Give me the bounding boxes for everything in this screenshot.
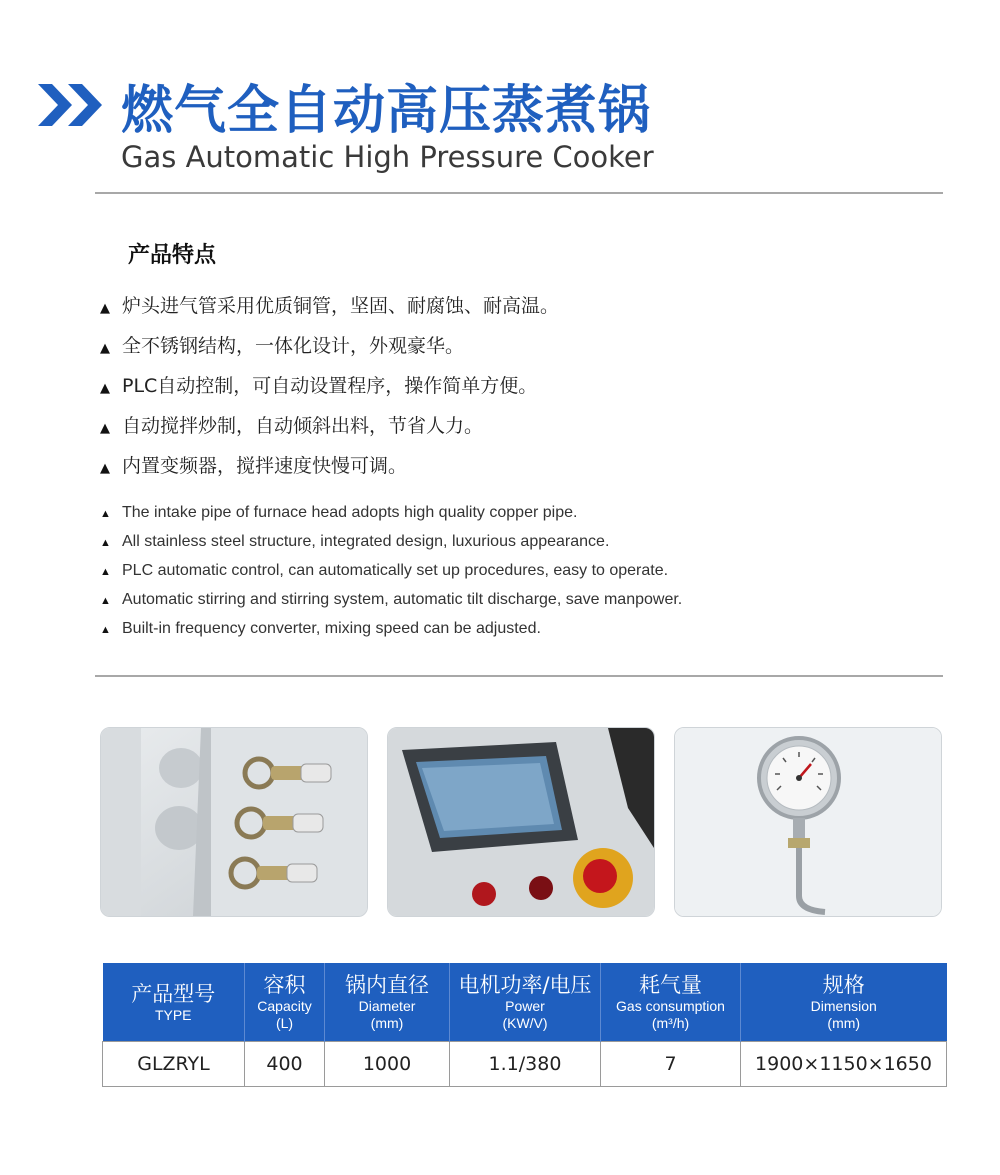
cell-gas-consumption: 7 — [601, 1042, 741, 1087]
list-item: ▲ PLC automatic control, can automatically set up procedures, easy to operate. — [100, 556, 682, 585]
cell-capacity: 400 — [245, 1042, 325, 1087]
triangle-bullet-icon: ▲ — [100, 508, 111, 520]
header-dimension: 规格 Dimension (mm) — [741, 963, 947, 1042]
triangle-bullet-icon: ▲ — [100, 566, 111, 578]
triangle-bullet-icon: ▲ — [100, 341, 110, 356]
double-chevron-icon — [38, 80, 108, 130]
list-item: ▲ 自动搅拌炒制，自动倾斜出料，节省人力。 — [100, 406, 559, 446]
triangle-bullet-icon: ▲ — [100, 537, 111, 549]
triangle-bullet-icon: ▲ — [100, 421, 110, 436]
photo-gas-valves — [100, 727, 368, 917]
list-item: ▲ 内置变频器，搅拌速度快慢可调。 — [100, 446, 559, 486]
list-item: ▲ The intake pipe of furnace head adopts high quality copper pipe. — [100, 498, 682, 527]
table-row — [103, 1042, 947, 1087]
page-title-en: Gas Automatic High Pressure Cooker — [121, 140, 654, 174]
triangle-bullet-icon: ▲ — [100, 301, 110, 316]
header-gas-consumption: 耗气量 Gas consumption (m³/h) — [601, 963, 741, 1042]
list-item: ▲ 炉头进气管采用优质铜管，坚固、耐腐蚀、耐高温。 — [100, 286, 559, 326]
features-heading: 产品特点 — [128, 243, 217, 268]
table-header-row — [103, 963, 947, 1042]
page-header — [38, 62, 938, 182]
triangle-bullet-icon: ▲ — [100, 381, 110, 396]
features-list-en — [100, 498, 682, 643]
cell-power: 1.1/380 — [450, 1042, 601, 1087]
divider-middle — [95, 675, 943, 677]
page-title-cn: 燃气全自动高压蒸煮锅 — [121, 81, 652, 141]
header-diameter: 锅内直径 Diameter (mm) — [325, 963, 450, 1042]
spec-table — [102, 963, 947, 1087]
triangle-bullet-icon: ▲ — [100, 624, 111, 636]
triangle-bullet-icon: ▲ — [100, 461, 110, 476]
cell-type: GLZRYL — [103, 1042, 245, 1087]
cell-dimension: 1900×1150×1650 — [741, 1042, 947, 1087]
list-item: ▲ 全不锈钢结构，一体化设计，外观豪华。 — [100, 326, 559, 366]
features-list-cn — [100, 286, 559, 486]
triangle-bullet-icon: ▲ — [100, 595, 111, 607]
cell-diameter: 1000 — [325, 1042, 450, 1087]
list-item: ▲ Automatic stirring and stirring system, automatic tilt discharge, save manpower. — [100, 585, 682, 614]
header-capacity: 容积 Capacity (L) — [245, 963, 325, 1042]
divider-top — [95, 192, 943, 194]
list-item: ▲ Built-in frequency converter, mixing speed can be adjusted. — [100, 614, 682, 643]
header-type: 产品型号 TYPE — [103, 963, 245, 1042]
photo-pressure-gauge — [674, 727, 942, 917]
header-power: 电机功率/电压 Power (KW/V) — [450, 963, 601, 1042]
list-item: ▲ All stainless steel structure, integrated design, luxurious appearance. — [100, 527, 682, 556]
list-item: ▲ PLC自动控制，可自动设置程序，操作简单方便。 — [100, 366, 559, 406]
photo-plc-control-panel — [387, 727, 655, 917]
